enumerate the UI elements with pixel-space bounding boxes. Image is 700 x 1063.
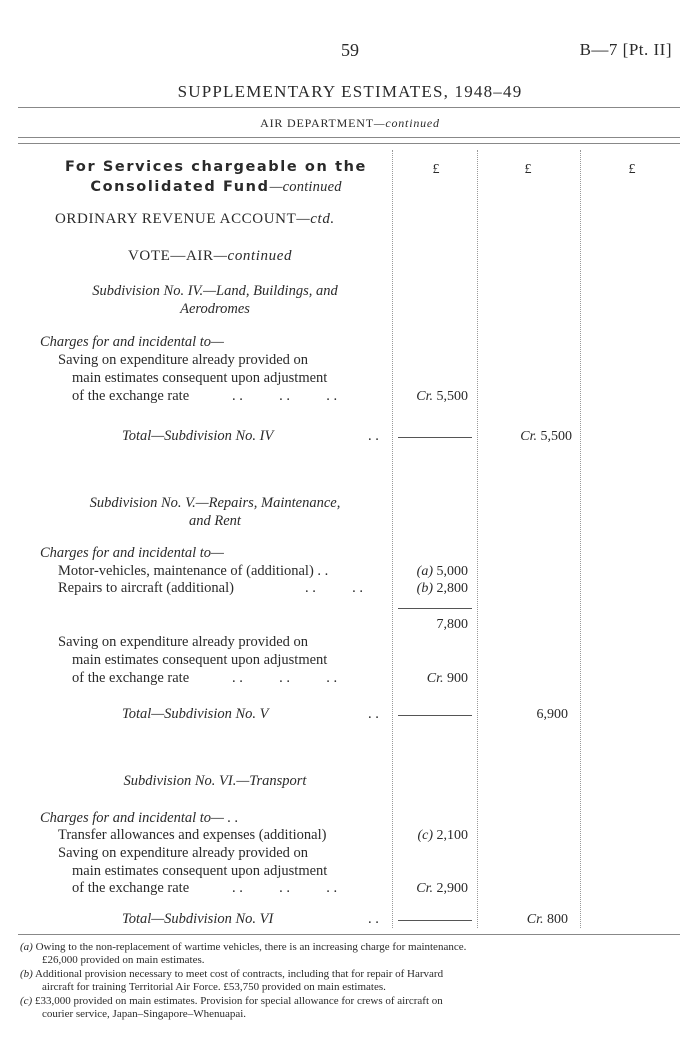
header-rule-top <box>18 107 680 108</box>
footnote-b <box>20 968 443 993</box>
page-title: SUPPLEMENTARY ESTIMATES, 1948–49 <box>177 82 523 101</box>
footnote-c <box>20 995 443 1020</box>
subdivision-v-total-label: Total—Subdivision No. V <box>122 706 269 722</box>
subdivision-iv-title <box>40 282 390 318</box>
subdivision-vi-title: Subdivision No. VI.—Transport <box>123 773 307 789</box>
footnote-a-mark: (a) <box>20 941 33 953</box>
subdivision-v-total-rule <box>398 715 472 716</box>
subdivision-vi-total-amount: Cr. 800 <box>526 912 568 927</box>
subdivision-iv-title-line1: Subdivision No. IV.—Land, Buildings, and <box>92 283 338 299</box>
column-header-pound-3: £ <box>628 162 636 177</box>
vote-name: VOTE—AIR <box>128 248 214 264</box>
services-heading-line2 <box>48 177 384 197</box>
footnote-rule <box>18 934 680 935</box>
subdivision-vi-total-dots: . . <box>368 911 379 927</box>
subdivision-v-saving-line1: Saving on expenditure already provided on <box>58 634 309 650</box>
footnote-b-mark: (b) <box>20 968 33 980</box>
footnote-b-line1 <box>20 968 443 981</box>
page-number: 59 <box>341 40 359 60</box>
subdivision-v-repairs-aircraft: Repairs to aircraft (additional) <box>58 580 234 596</box>
header-rule-mid <box>18 137 680 138</box>
subdivision-vi-saving-amount: Cr. 2,900 <box>416 881 468 896</box>
account-continued: —ctd. <box>296 211 335 227</box>
footnote-c-line1 <box>20 995 443 1008</box>
subdivision-v-total-dots: . . <box>368 706 379 722</box>
subdivision-vi-saving-line3: of the exchange rate <box>72 880 190 896</box>
subdivision-iv-title-line2: Aerodromes <box>180 301 250 317</box>
subdivision-iv-charges-heading: Charges for and incidental to— <box>40 334 224 350</box>
account-name: ORDINARY REVENUE ACCOUNT <box>55 211 297 227</box>
footnote-c-mark: (c) <box>20 995 33 1007</box>
subdivision-v-saving-line2: main estimates consequent upon adjustment <box>72 652 328 668</box>
footnote-b-line2: aircraft for training Territorial Air Force. £53,750 provided on main estimates. <box>42 980 386 993</box>
footnote-c-line2: courier service, Japan–Singapore–Whenuapai. <box>42 1007 247 1020</box>
subdivision-vi-transfer-amount: (c) 2,100 <box>417 828 468 843</box>
subdivision-iv-saving-line2: main estimates consequent upon adjustment <box>72 370 328 386</box>
services-heading-continued: —continued <box>269 179 342 195</box>
department-continued: —continued <box>373 116 440 130</box>
subdivision-vi-total-label: Total—Subdivision No. VI <box>122 911 274 927</box>
footnote-a <box>20 941 466 966</box>
column-header-pound-2: £ <box>524 162 532 177</box>
subdivision-vi-total-rule <box>398 920 472 921</box>
services-heading <box>48 157 384 197</box>
subdivision-vi-saving-dots: . . . . . . <box>232 880 338 896</box>
column-header-pound-1: £ <box>432 162 440 177</box>
subdivision-v-saving-dots: . . . . . . <box>232 670 338 686</box>
subdivision-iv-saving-line3: of the exchange rate <box>72 388 190 404</box>
subdivision-iv-saving-dots: . . . . . . <box>232 388 338 404</box>
subdivision-iv-total-label: Total—Subdivision No. IV <box>122 428 274 444</box>
subdivision-v-repairs-amount: (b) 2,800 <box>416 581 468 596</box>
subdivision-v-subtotal: 7,800 <box>436 617 468 632</box>
vote-heading <box>128 248 292 265</box>
subdivision-v-subtotal-rule <box>398 608 472 609</box>
subdivision-v-motor-vehicles: Motor-vehicles, maintenance of (additional) . . <box>58 563 329 579</box>
department-name: AIR DEPARTMENT <box>260 116 374 130</box>
subdivision-vi-charges-heading: Charges for and incidental to— . . <box>40 810 239 826</box>
footnote-a-text1: Owing to the non-replacement of wartime vehicles, there is an increasing charge for maintenance. <box>35 941 467 953</box>
column-divider-3 <box>580 150 581 928</box>
subdivision-v-motor-vehicles-amount: (a) 5,000 <box>416 564 468 579</box>
subdivision-v-saving-line3: of the exchange rate <box>72 670 190 686</box>
header-rule-bottom <box>18 143 680 144</box>
subdivision-v-saving-amount: Cr. 900 <box>426 671 468 686</box>
account-heading <box>55 211 335 228</box>
subdivision-vi-saving-line1: Saving on expenditure already provided on <box>58 845 309 861</box>
subdivision-vi-transfer-allowances: Transfer allowances and expenses (additional) <box>58 827 327 843</box>
vote-continued: —continued <box>213 248 293 264</box>
subdivision-iv-saving-line1: Saving on expenditure already provided on <box>58 352 309 368</box>
subdivision-iv-total-amount: Cr. 5,500 <box>520 429 572 444</box>
subdivision-iv-saving-amount: Cr. 5,500 <box>416 389 468 404</box>
footnote-a-line2: £26,000 provided on main estimates. <box>42 953 205 966</box>
subdivision-iv-total-rule <box>398 437 472 438</box>
subdivision-v-title-line2: and Rent <box>189 513 241 529</box>
subdivision-vi-saving-line2: main estimates consequent upon adjustment <box>72 863 328 879</box>
column-divider-1 <box>392 150 393 928</box>
subdivision-v-title <box>40 494 390 530</box>
services-heading-line1: For Services chargeable on the <box>65 159 367 175</box>
subdivision-v-repairs-dots: . . . . <box>305 580 363 596</box>
document-reference: B—7 [Pt. II] <box>579 40 672 59</box>
subdivision-iv-total-dots: . . <box>368 428 379 444</box>
subdivision-v-charges-heading: Charges for and incidental to— <box>40 545 224 561</box>
footnote-b-text1: Additional provision necessary to meet cost of contracts, including that for repair of Harvard <box>34 968 444 980</box>
consolidated-fund-label: Consolidated Fund <box>90 179 270 195</box>
footnote-c-text1: £33,000 provided on main estimates. Provision for special allowance for crews of aircraft on <box>34 995 443 1007</box>
subdivision-v-total-amount: 6,900 <box>536 707 568 722</box>
department-heading <box>0 116 700 131</box>
subdivision-v-title-line1: Subdivision No. V.—Repairs, Maintenance, <box>89 495 341 511</box>
column-divider-2 <box>477 150 478 928</box>
footnote-a-line1 <box>20 941 466 954</box>
